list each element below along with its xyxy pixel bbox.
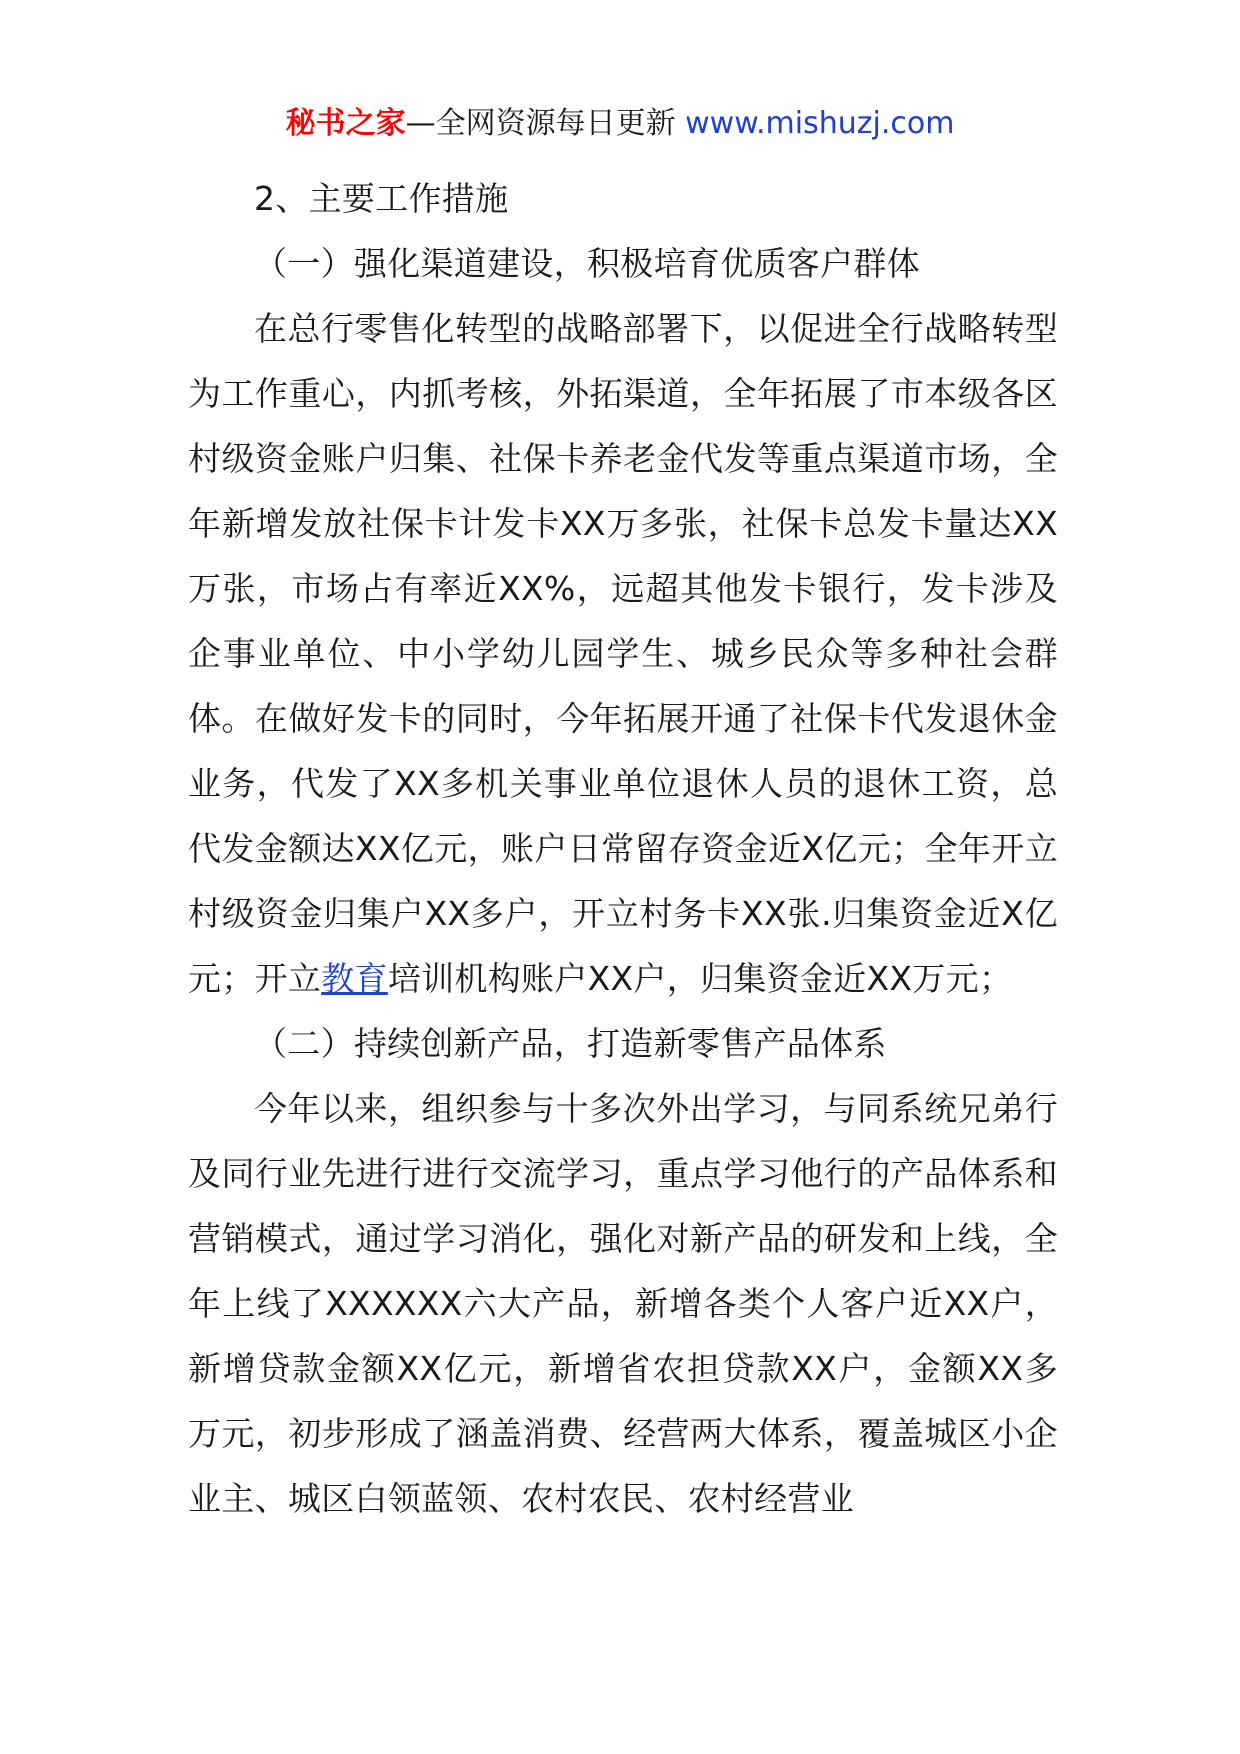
- section-heading: 2、主要工作措施: [254, 179, 509, 218]
- paragraph-1: [188, 296, 1058, 1011]
- document-body: [188, 166, 1058, 1531]
- education-link[interactable]: 教育: [321, 959, 388, 998]
- brand-name: 秘书之家: [285, 106, 406, 141]
- paragraph-2: 今年以来，组织参与十多次外出学习，与同系统兄弟行及同行业先进行进行交流学习，重点学习他行的产品体系和营销模式，通过学习消化，强化对新产品的研发和上线，全年上线了XXXXXX六大产品，新增各类个人客户近XX户，新增贷款金额XX亿元，新增省农担贷款XX户，金额XX多万元，初步形成了涵盖消费、经营两大体系，覆盖城区小企业主、城区白领蓝领、农村农民、农村经营业: [188, 1089, 1058, 1518]
- paragraph-1-text: 在总行零售化转型的战略部署下，以促进全行战略转型为工作重心，内抓考核，外拓渠道，全年拓展了市本级各区村级资金账户归集、社保卡养老金代发等重点渠道市场，全年新增发放社保卡计发卡XX万多张，社保卡总发卡量达XX万张，市场占有率近XX%，远超其他发卡银行，发卡涉及企事业单位、中小学幼儿园学生、城乡民众等多种社会群体。在做好发卡的同时，今年拓展开通了社保卡代发退休金业务，代发了XX多机关事业单位退休人员的退休工资，总代发金额达XX亿元，账户日常留存资金近X亿元；全年开立村级资金归集户XX多户，开立村务卡XX张.归集资金近X亿元；开立: [188, 309, 1058, 998]
- subsection-title-1: （一）强化渠道建设，积极培育优质客户群体: [254, 244, 920, 283]
- subsection-title-2: （二）持续创新产品，打造新零售产品体系: [254, 1024, 887, 1063]
- page-header: [0, 102, 1240, 146]
- paragraph-1-text-end: 培训机构账户XX户，归集资金近XX万元；: [387, 959, 1013, 998]
- site-url-link[interactable]: www.mishuzj.com: [685, 106, 955, 141]
- header-tagline: —全网资源每日更新: [405, 106, 686, 141]
